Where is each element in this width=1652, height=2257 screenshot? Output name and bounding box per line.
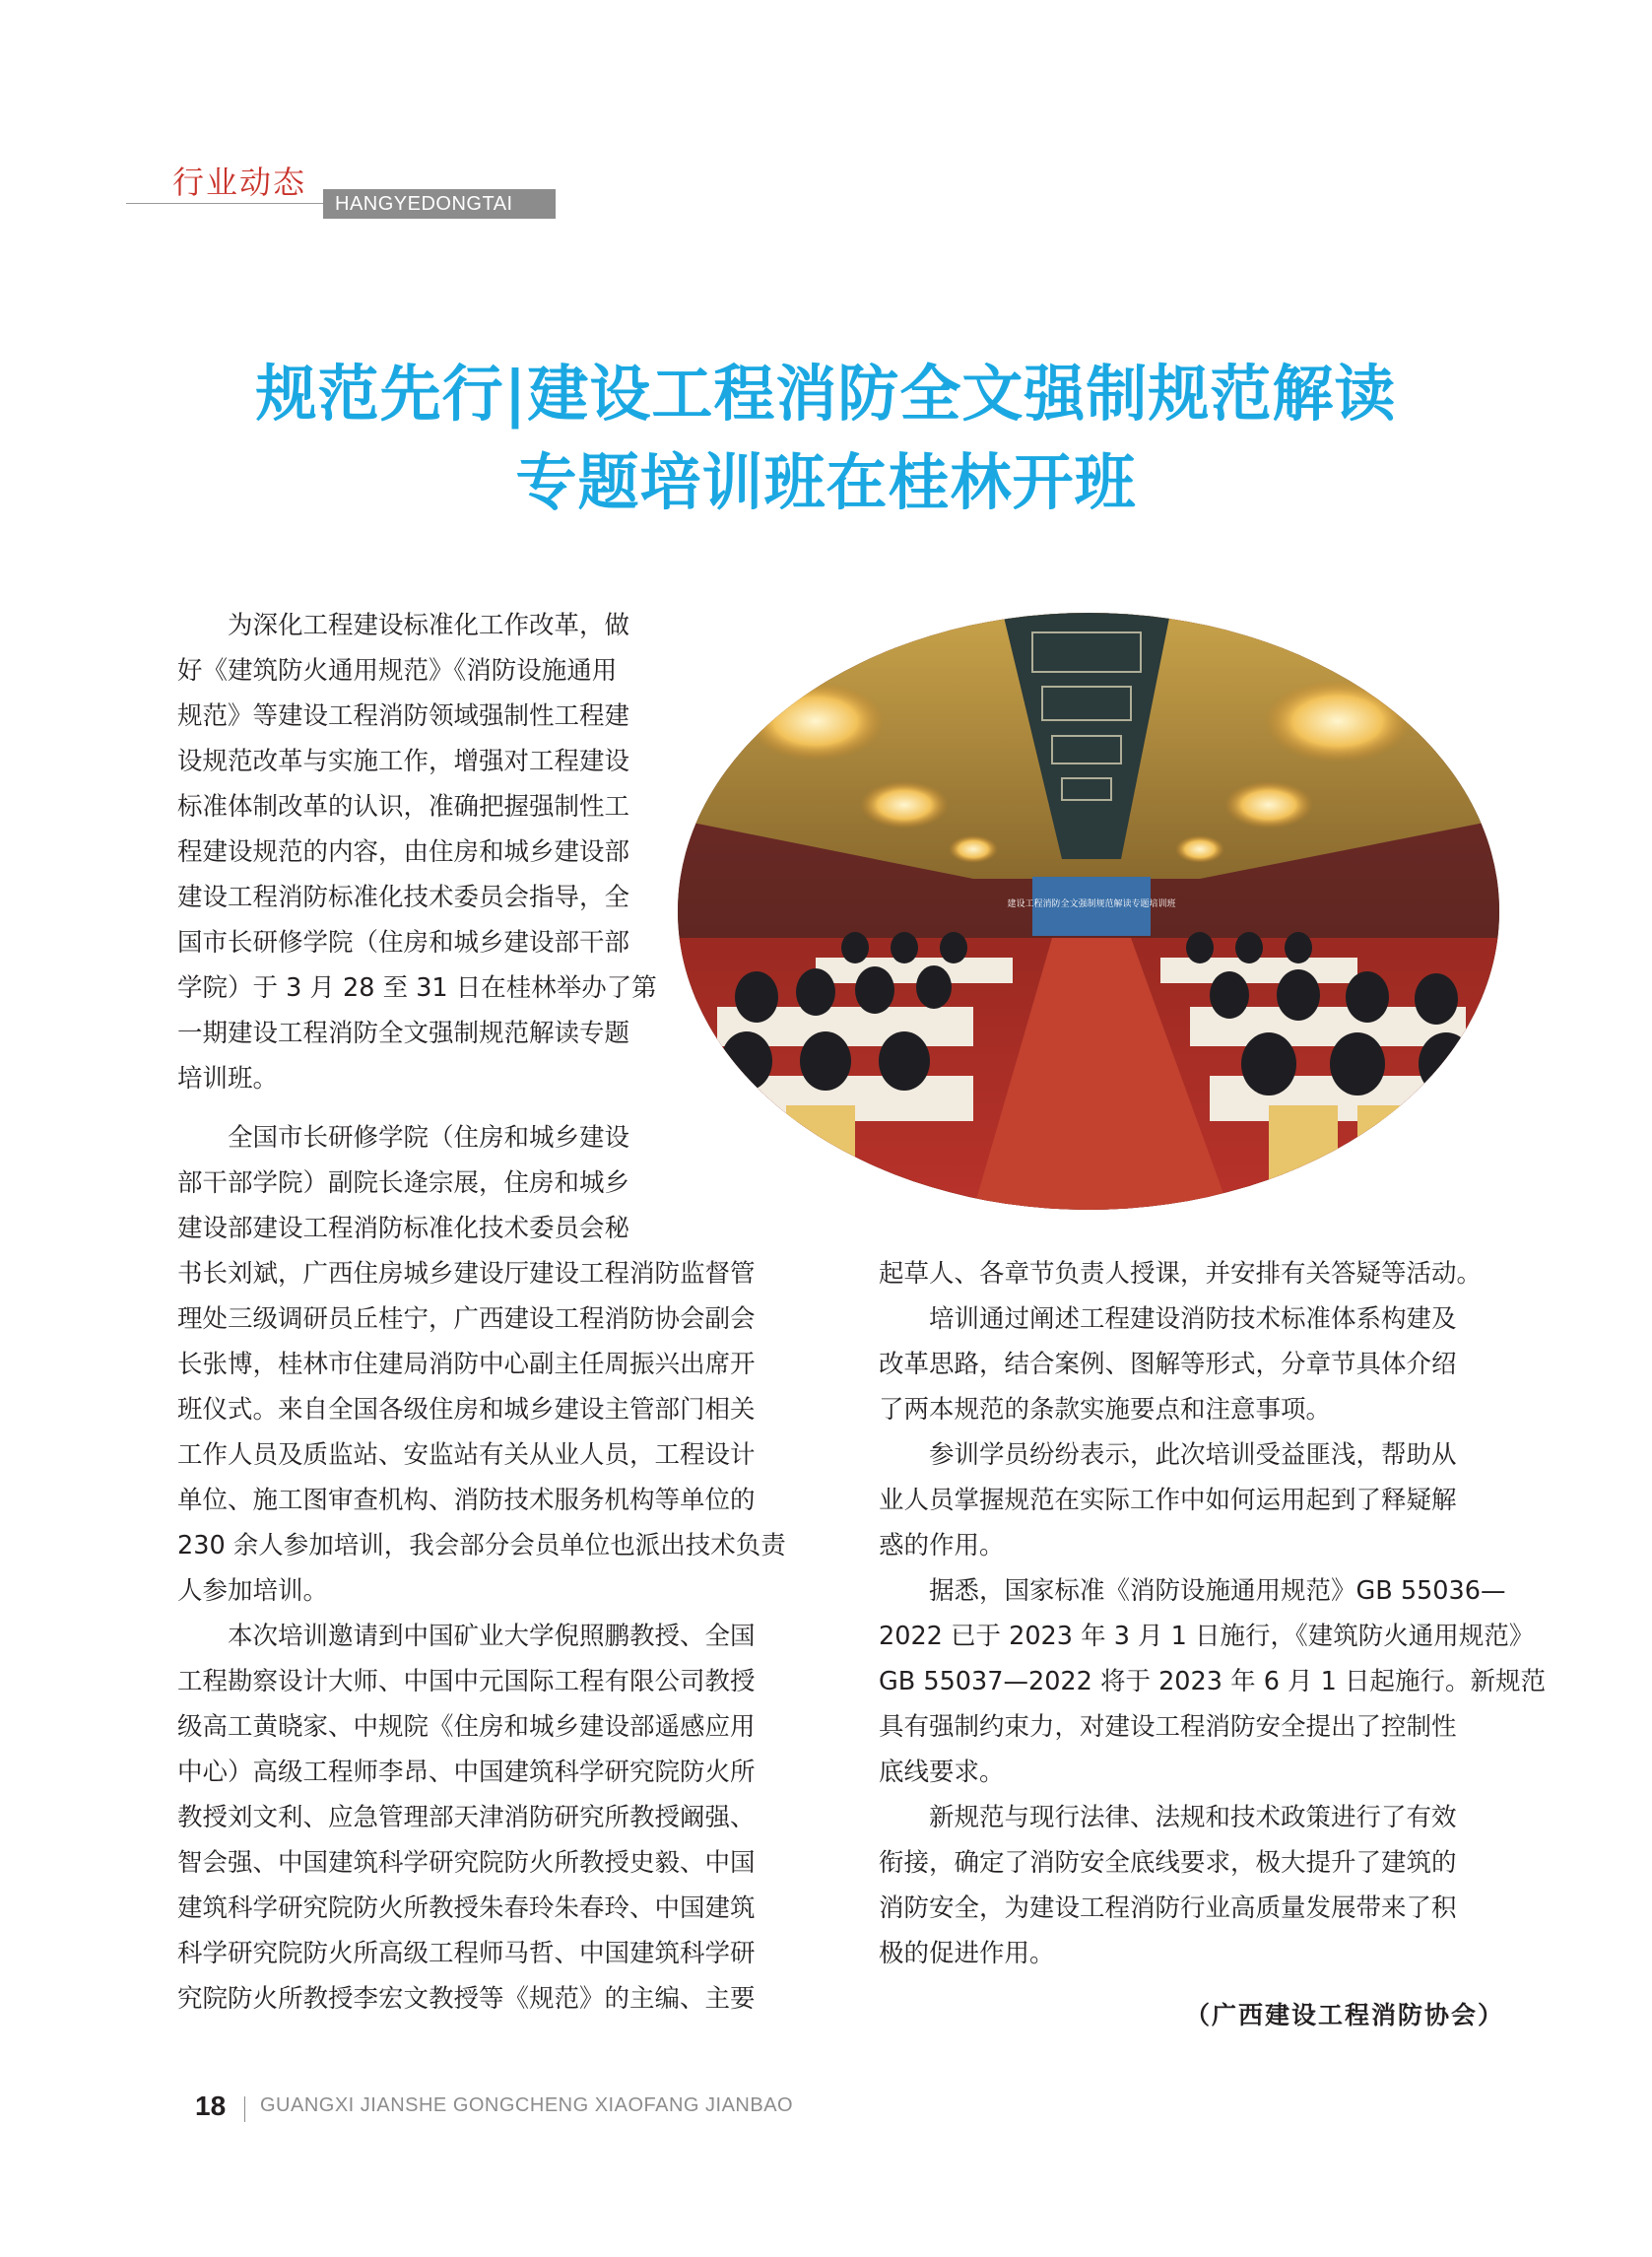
conference-photo — [678, 613, 1499, 1210]
section-label: 行业动态 — [172, 164, 307, 201]
text-line: 建筑科学研究院防火所教授朱春玲朱春玲、中国建筑 — [177, 1893, 756, 1923]
text-line: 究院防火所教授李宏文教授等《规范》的主编、主要 — [177, 1984, 756, 2014]
text-line: 单位、施工图审查机构、消防技术服务机构等单位的 — [177, 1486, 756, 1515]
text-line: 科学研究院防火所高级工程师马哲、中国建筑科学研 — [177, 1939, 756, 1968]
paragraph-lecturers — [177, 1614, 804, 2022]
conference-hall-image — [678, 613, 1499, 1210]
text-line: 极的促进作用。 — [879, 1939, 1055, 1968]
text-line: 理处三级调研员丘桂宁，广西建设工程消防协会副会 — [177, 1304, 756, 1334]
text-line: 全国市长研修学院（住房和城乡建设 — [177, 1123, 630, 1153]
footer-magazine-name: GUANGXI JIANSHE GONGCHENG XIAOFANG JIANBAO — [260, 2094, 794, 2116]
text-line: 中心）高级工程师李昂、中国建筑科学研究院防火所 — [177, 1758, 756, 1787]
text-line: 班仪式。来自全国各级住房和城乡建设主管部门相关 — [177, 1395, 756, 1425]
text-line: 衔接，确定了消防安全底线要求，极大提升了建筑的 — [879, 1848, 1457, 1878]
section-rule — [126, 203, 323, 204]
text-line: 230 余人参加培训，我会部分会员单位也派出技术负责 — [177, 1531, 786, 1560]
text-line: 新规范与现行法律、法规和技术政策进行了有效 — [879, 1803, 1457, 1832]
text-line: 工程勘察设计大师、中国中元国际工程有限公司教授 — [177, 1667, 756, 1696]
text-line: 建设部建设工程消防标准化技术委员会秘 — [177, 1214, 630, 1243]
text-line: 人参加培训。 — [177, 1576, 329, 1606]
paragraph-attendees-bottom — [177, 1251, 804, 1614]
text-line: 教授刘文利、应急管理部天津消防研究所教授阚强、 — [177, 1803, 756, 1832]
text-line: 规范》等建设工程消防领域强制性工程建 — [177, 701, 630, 731]
text-line: 书长刘斌，广西住房城乡建设厅建设工程消防监督管 — [177, 1259, 756, 1289]
text-line: 级高工黄晓家、中规院《住房和城乡建设部遥感应用 — [177, 1712, 756, 1742]
right-column-text — [879, 1251, 1546, 1976]
text-line: 惑的作用。 — [879, 1531, 1005, 1560]
text-line: 培训通过阐述工程建设消防技术标准体系构建及 — [879, 1304, 1457, 1334]
text-line: 改革思路，结合案例、图解等形式，分章节具体介绍 — [879, 1350, 1457, 1379]
paragraph-intro — [177, 603, 656, 1101]
text-line: 本次培训邀请到中国矿业大学倪照鹏教授、全国 — [177, 1622, 756, 1651]
text-line: 消防安全，为建设工程消防行业高质量发展带来了积 — [879, 1893, 1457, 1923]
text-line: 长张博，桂林市住建局消防中心副主任周振兴出席开 — [177, 1350, 756, 1379]
text-line: 智会强、中国建筑科学研究院防火所教授史毅、中国 — [177, 1848, 756, 1878]
article-title-line1: 规范先行|建设工程消防全文强制规范解读 — [255, 358, 1397, 430]
text-line: 底线要求。 — [879, 1758, 1005, 1787]
footer-separator — [244, 2096, 245, 2122]
text-line: 了两本规范的条款实施要点和注意事项。 — [879, 1395, 1332, 1425]
text-line: 好《建筑防火通用规范》《消防设施通用 — [177, 656, 618, 686]
text-line: 一期建设工程消防全文强制规范解读专题 — [177, 1019, 630, 1048]
stage-banner-text: 建设工程消防全文强制规范解读专题培训班 — [1007, 899, 1176, 909]
text-line: 起草人、各章节负责人授课，并安排有关答疑等活动。 — [879, 1259, 1483, 1289]
text-line: 建设工程消防标准化技术委员会指导，全 — [177, 883, 630, 912]
text-line: 据悉，国家标准《消防设施通用规范》GB 55036— — [879, 1576, 1506, 1606]
text-line: 国市长研修学院（住房和城乡建设部干部 — [177, 928, 630, 958]
text-line: 具有强制约束力，对建设工程消防安全提出了控制性 — [879, 1712, 1457, 1742]
text-line: 培训班。 — [177, 1064, 279, 1094]
text-line: GB 55037—2022 将于 2023 年 6 月 1 日起施行。新规范 — [879, 1667, 1546, 1696]
text-line: 2022 已于 2023 年 3 月 1 日施行，《建筑防火通用规范》 — [879, 1622, 1535, 1651]
text-line: 标准体制改革的认识，准确把握强制性工 — [177, 792, 630, 822]
text-line: 程建设规范的内容，由住房和城乡建设部 — [177, 837, 630, 867]
paragraph-attendees-top — [177, 1115, 656, 1251]
text-line: 学院）于 3 月 28 至 31 日在桂林举办了第 — [177, 973, 657, 1003]
article-signature: （广西建设工程消防协会） — [1184, 2001, 1504, 2029]
article-title-line2: 专题培训班在桂林开班 — [515, 446, 1137, 518]
text-line: 工作人员及质监站、安监站有关从业人员，工程设计 — [177, 1440, 756, 1470]
text-line: 设规范改革与实施工作，增强对工程建设 — [177, 747, 630, 776]
text-line: 业人员掌握规范在实际工作中如何运用起到了释疑解 — [879, 1486, 1457, 1515]
text-line: 部干部学院）副院长逄宗展，住房和城乡 — [177, 1168, 630, 1198]
text-line: 参训学员纷纷表示，此次培训受益匪浅，帮助从 — [879, 1440, 1457, 1470]
footer-page-number: 18 — [195, 2091, 227, 2121]
section-pinyin-bar: HANGYEDONGTAI — [323, 189, 556, 219]
text-line: 为深化工程建设标准化工作改革，做 — [177, 611, 630, 640]
